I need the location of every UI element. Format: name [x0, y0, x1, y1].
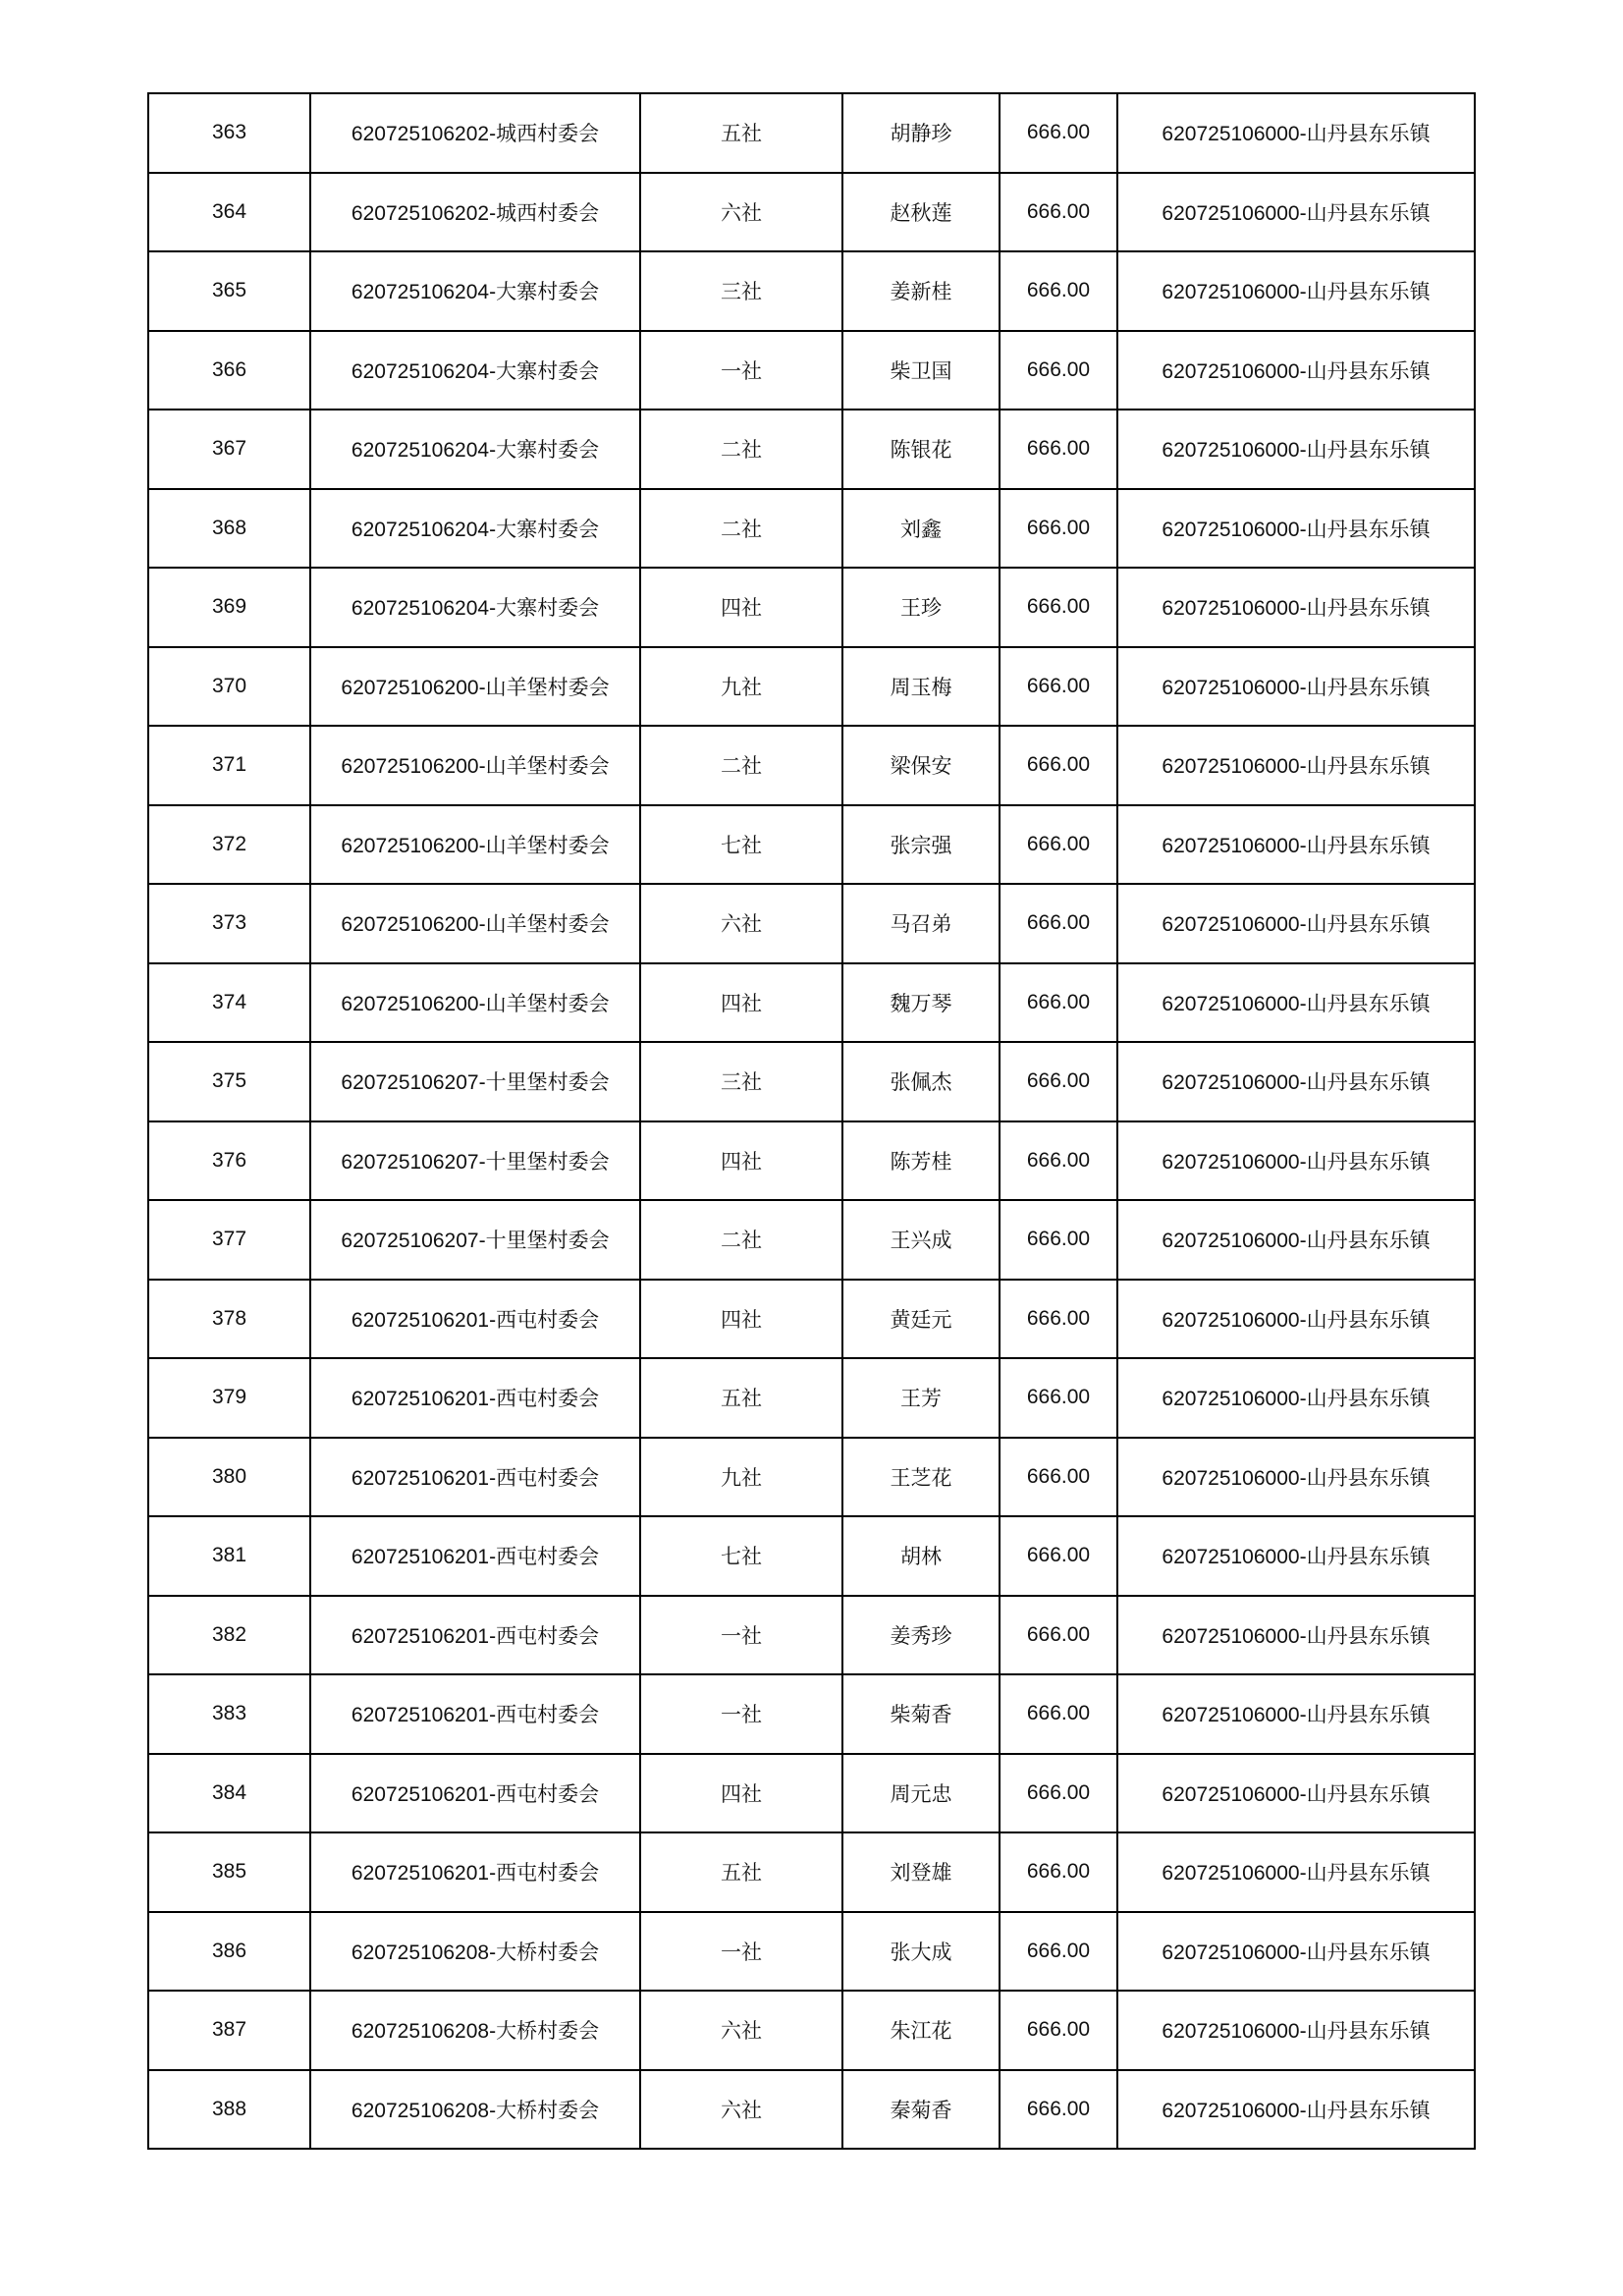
group-cell: 三社 [640, 251, 842, 331]
person-name-cell: 陈银花 [842, 410, 1000, 489]
row-number-cell: 369 [148, 568, 310, 647]
amount-cell: 666.00 [1000, 410, 1117, 489]
village-committee-cell: 620725106208-大桥村委会 [310, 1991, 640, 2070]
person-name-cell: 王芝花 [842, 1438, 1000, 1517]
township-cell: 620725106000-山丹县东乐镇 [1117, 726, 1475, 805]
row-number-cell: 381 [148, 1516, 310, 1596]
township-cell: 620725106000-山丹县东乐镇 [1117, 1358, 1475, 1438]
person-name-cell: 秦菊香 [842, 2070, 1000, 2150]
group-cell: 七社 [640, 1516, 842, 1596]
village-committee-cell: 620725106200-山羊堡村委会 [310, 805, 640, 885]
village-committee-cell: 620725106208-大桥村委会 [310, 2070, 640, 2150]
village-committee-cell: 620725106207-十里堡村委会 [310, 1042, 640, 1121]
table-row [148, 1516, 1475, 1596]
village-committee-cell: 620725106202-城西村委会 [310, 173, 640, 252]
group-cell: 四社 [640, 1121, 842, 1201]
row-number-cell: 372 [148, 805, 310, 885]
person-name-cell: 周玉梅 [842, 647, 1000, 727]
amount-cell: 666.00 [1000, 1280, 1117, 1359]
person-name-cell: 马召弟 [842, 884, 1000, 963]
row-number-cell: 383 [148, 1674, 310, 1754]
table-row [148, 1832, 1475, 1912]
amount-cell: 666.00 [1000, 251, 1117, 331]
row-number-cell: 382 [148, 1596, 310, 1675]
township-cell: 620725106000-山丹县东乐镇 [1117, 1121, 1475, 1201]
person-name-cell: 胡静珍 [842, 93, 1000, 173]
table-row [148, 568, 1475, 647]
group-cell: 二社 [640, 489, 842, 569]
group-cell: 六社 [640, 173, 842, 252]
table-row [148, 410, 1475, 489]
amount-cell: 666.00 [1000, 1832, 1117, 1912]
village-committee-cell: 620725106201-西屯村委会 [310, 1674, 640, 1754]
person-name-cell: 黄廷元 [842, 1280, 1000, 1359]
person-name-cell: 周元忠 [842, 1754, 1000, 1833]
row-number-cell: 370 [148, 647, 310, 727]
row-number-cell: 385 [148, 1832, 310, 1912]
table-row [148, 1991, 1475, 2070]
group-cell: 二社 [640, 410, 842, 489]
amount-cell: 666.00 [1000, 726, 1117, 805]
township-cell: 620725106000-山丹县东乐镇 [1117, 647, 1475, 727]
table-row [148, 331, 1475, 410]
amount-cell: 666.00 [1000, 1121, 1117, 1201]
table-body [148, 93, 1475, 2149]
person-name-cell: 姜秀珍 [842, 1596, 1000, 1675]
row-number-cell: 376 [148, 1121, 310, 1201]
village-committee-cell: 620725106204-大寨村委会 [310, 410, 640, 489]
amount-cell: 666.00 [1000, 1042, 1117, 1121]
amount-cell: 666.00 [1000, 647, 1117, 727]
person-name-cell: 王珍 [842, 568, 1000, 647]
person-name-cell: 王芳 [842, 1358, 1000, 1438]
amount-cell: 666.00 [1000, 805, 1117, 885]
group-cell: 六社 [640, 884, 842, 963]
person-name-cell: 姜新桂 [842, 251, 1000, 331]
amount-cell: 666.00 [1000, 489, 1117, 569]
table-row [148, 1596, 1475, 1675]
table-row [148, 1912, 1475, 1992]
amount-cell: 666.00 [1000, 1754, 1117, 1833]
row-number-cell: 363 [148, 93, 310, 173]
table-row [148, 1042, 1475, 1121]
group-cell: 二社 [640, 1200, 842, 1280]
township-cell: 620725106000-山丹县东乐镇 [1117, 568, 1475, 647]
group-cell: 五社 [640, 1832, 842, 1912]
row-number-cell: 365 [148, 251, 310, 331]
person-name-cell: 刘登雄 [842, 1832, 1000, 1912]
table-row [148, 173, 1475, 252]
amount-cell: 666.00 [1000, 884, 1117, 963]
village-committee-cell: 620725106204-大寨村委会 [310, 489, 640, 569]
village-committee-cell: 620725106204-大寨村委会 [310, 251, 640, 331]
person-name-cell: 魏万琴 [842, 963, 1000, 1043]
amount-cell: 666.00 [1000, 331, 1117, 410]
table-row [148, 1121, 1475, 1201]
amount-cell: 666.00 [1000, 1912, 1117, 1992]
row-number-cell: 388 [148, 2070, 310, 2150]
group-cell: 一社 [640, 1674, 842, 1754]
group-cell: 二社 [640, 726, 842, 805]
row-number-cell: 375 [148, 1042, 310, 1121]
group-cell: 四社 [640, 568, 842, 647]
township-cell: 620725106000-山丹县东乐镇 [1117, 963, 1475, 1043]
person-name-cell: 胡林 [842, 1516, 1000, 1596]
village-committee-cell: 620725106201-西屯村委会 [310, 1596, 640, 1675]
row-number-cell: 366 [148, 331, 310, 410]
village-committee-cell: 620725106200-山羊堡村委会 [310, 884, 640, 963]
township-cell: 620725106000-山丹县东乐镇 [1117, 805, 1475, 885]
group-cell: 六社 [640, 2070, 842, 2150]
village-committee-cell: 620725106201-西屯村委会 [310, 1358, 640, 1438]
table-row [148, 489, 1475, 569]
table-row [148, 1438, 1475, 1517]
amount-cell: 666.00 [1000, 1674, 1117, 1754]
village-committee-cell: 620725106207-十里堡村委会 [310, 1121, 640, 1201]
village-committee-cell: 620725106200-山羊堡村委会 [310, 726, 640, 805]
person-name-cell: 张佩杰 [842, 1042, 1000, 1121]
township-cell: 620725106000-山丹县东乐镇 [1117, 1674, 1475, 1754]
table-row [148, 647, 1475, 727]
table-row [148, 726, 1475, 805]
village-committee-cell: 620725106202-城西村委会 [310, 93, 640, 173]
amount-cell: 666.00 [1000, 1200, 1117, 1280]
person-name-cell: 赵秋莲 [842, 173, 1000, 252]
subsidy-list-table [147, 92, 1476, 2150]
township-cell: 620725106000-山丹县东乐镇 [1117, 251, 1475, 331]
group-cell: 一社 [640, 331, 842, 410]
township-cell: 620725106000-山丹县东乐镇 [1117, 1912, 1475, 1992]
table-row [148, 251, 1475, 331]
group-cell: 六社 [640, 1991, 842, 2070]
village-committee-cell: 620725106201-西屯村委会 [310, 1280, 640, 1359]
row-number-cell: 374 [148, 963, 310, 1043]
person-name-cell: 王兴成 [842, 1200, 1000, 1280]
group-cell: 五社 [640, 1358, 842, 1438]
group-cell: 九社 [640, 1438, 842, 1517]
table-row [148, 963, 1475, 1043]
row-number-cell: 371 [148, 726, 310, 805]
group-cell: 四社 [640, 963, 842, 1043]
amount-cell: 666.00 [1000, 93, 1117, 173]
village-committee-cell: 620725106207-十里堡村委会 [310, 1200, 640, 1280]
township-cell: 620725106000-山丹县东乐镇 [1117, 1438, 1475, 1517]
row-number-cell: 387 [148, 1991, 310, 2070]
village-committee-cell: 620725106201-西屯村委会 [310, 1832, 640, 1912]
amount-cell: 666.00 [1000, 568, 1117, 647]
amount-cell: 666.00 [1000, 1438, 1117, 1517]
group-cell: 三社 [640, 1042, 842, 1121]
row-number-cell: 373 [148, 884, 310, 963]
row-number-cell: 386 [148, 1912, 310, 1992]
village-committee-cell: 620725106201-西屯村委会 [310, 1438, 640, 1517]
village-committee-cell: 620725106201-西屯村委会 [310, 1516, 640, 1596]
person-name-cell: 柴菊香 [842, 1674, 1000, 1754]
person-name-cell: 张宗强 [842, 805, 1000, 885]
township-cell: 620725106000-山丹县东乐镇 [1117, 1754, 1475, 1833]
township-cell: 620725106000-山丹县东乐镇 [1117, 1596, 1475, 1675]
table-row [148, 1674, 1475, 1754]
person-name-cell: 朱江花 [842, 1991, 1000, 2070]
township-cell: 620725106000-山丹县东乐镇 [1117, 1991, 1475, 2070]
table-row [148, 805, 1475, 885]
township-cell: 620725106000-山丹县东乐镇 [1117, 2070, 1475, 2150]
group-cell: 五社 [640, 93, 842, 173]
group-cell: 九社 [640, 647, 842, 727]
table-row [148, 93, 1475, 173]
township-cell: 620725106000-山丹县东乐镇 [1117, 1280, 1475, 1359]
person-name-cell: 柴卫国 [842, 331, 1000, 410]
amount-cell: 666.00 [1000, 963, 1117, 1043]
village-committee-cell: 620725106204-大寨村委会 [310, 568, 640, 647]
table-row [148, 1200, 1475, 1280]
township-cell: 620725106000-山丹县东乐镇 [1117, 93, 1475, 173]
township-cell: 620725106000-山丹县东乐镇 [1117, 410, 1475, 489]
township-cell: 620725106000-山丹县东乐镇 [1117, 884, 1475, 963]
township-cell: 620725106000-山丹县东乐镇 [1117, 1200, 1475, 1280]
village-committee-cell: 620725106204-大寨村委会 [310, 331, 640, 410]
amount-cell: 666.00 [1000, 2070, 1117, 2150]
township-cell: 620725106000-山丹县东乐镇 [1117, 1832, 1475, 1912]
table-row [148, 1754, 1475, 1833]
table-row [148, 884, 1475, 963]
person-name-cell: 刘鑫 [842, 489, 1000, 569]
village-committee-cell: 620725106200-山羊堡村委会 [310, 647, 640, 727]
row-number-cell: 384 [148, 1754, 310, 1833]
amount-cell: 666.00 [1000, 1358, 1117, 1438]
table-row [148, 2070, 1475, 2150]
person-name-cell: 梁保安 [842, 726, 1000, 805]
amount-cell: 666.00 [1000, 1596, 1117, 1675]
village-committee-cell: 620725106201-西屯村委会 [310, 1754, 640, 1833]
township-cell: 620725106000-山丹县东乐镇 [1117, 331, 1475, 410]
amount-cell: 666.00 [1000, 1991, 1117, 2070]
township-cell: 620725106000-山丹县东乐镇 [1117, 489, 1475, 569]
amount-cell: 666.00 [1000, 173, 1117, 252]
row-number-cell: 377 [148, 1200, 310, 1280]
person-name-cell: 张大成 [842, 1912, 1000, 1992]
group-cell: 七社 [640, 805, 842, 885]
row-number-cell: 379 [148, 1358, 310, 1438]
amount-cell: 666.00 [1000, 1516, 1117, 1596]
row-number-cell: 364 [148, 173, 310, 252]
row-number-cell: 367 [148, 410, 310, 489]
group-cell: 四社 [640, 1754, 842, 1833]
group-cell: 四社 [640, 1280, 842, 1359]
village-committee-cell: 620725106200-山羊堡村委会 [310, 963, 640, 1043]
row-number-cell: 368 [148, 489, 310, 569]
table-row [148, 1280, 1475, 1359]
group-cell: 一社 [640, 1596, 842, 1675]
row-number-cell: 378 [148, 1280, 310, 1359]
person-name-cell: 陈芳桂 [842, 1121, 1000, 1201]
township-cell: 620725106000-山丹县东乐镇 [1117, 1042, 1475, 1121]
table-row [148, 1358, 1475, 1438]
village-committee-cell: 620725106208-大桥村委会 [310, 1912, 640, 1992]
township-cell: 620725106000-山丹县东乐镇 [1117, 173, 1475, 252]
group-cell: 一社 [640, 1912, 842, 1992]
township-cell: 620725106000-山丹县东乐镇 [1117, 1516, 1475, 1596]
row-number-cell: 380 [148, 1438, 310, 1517]
